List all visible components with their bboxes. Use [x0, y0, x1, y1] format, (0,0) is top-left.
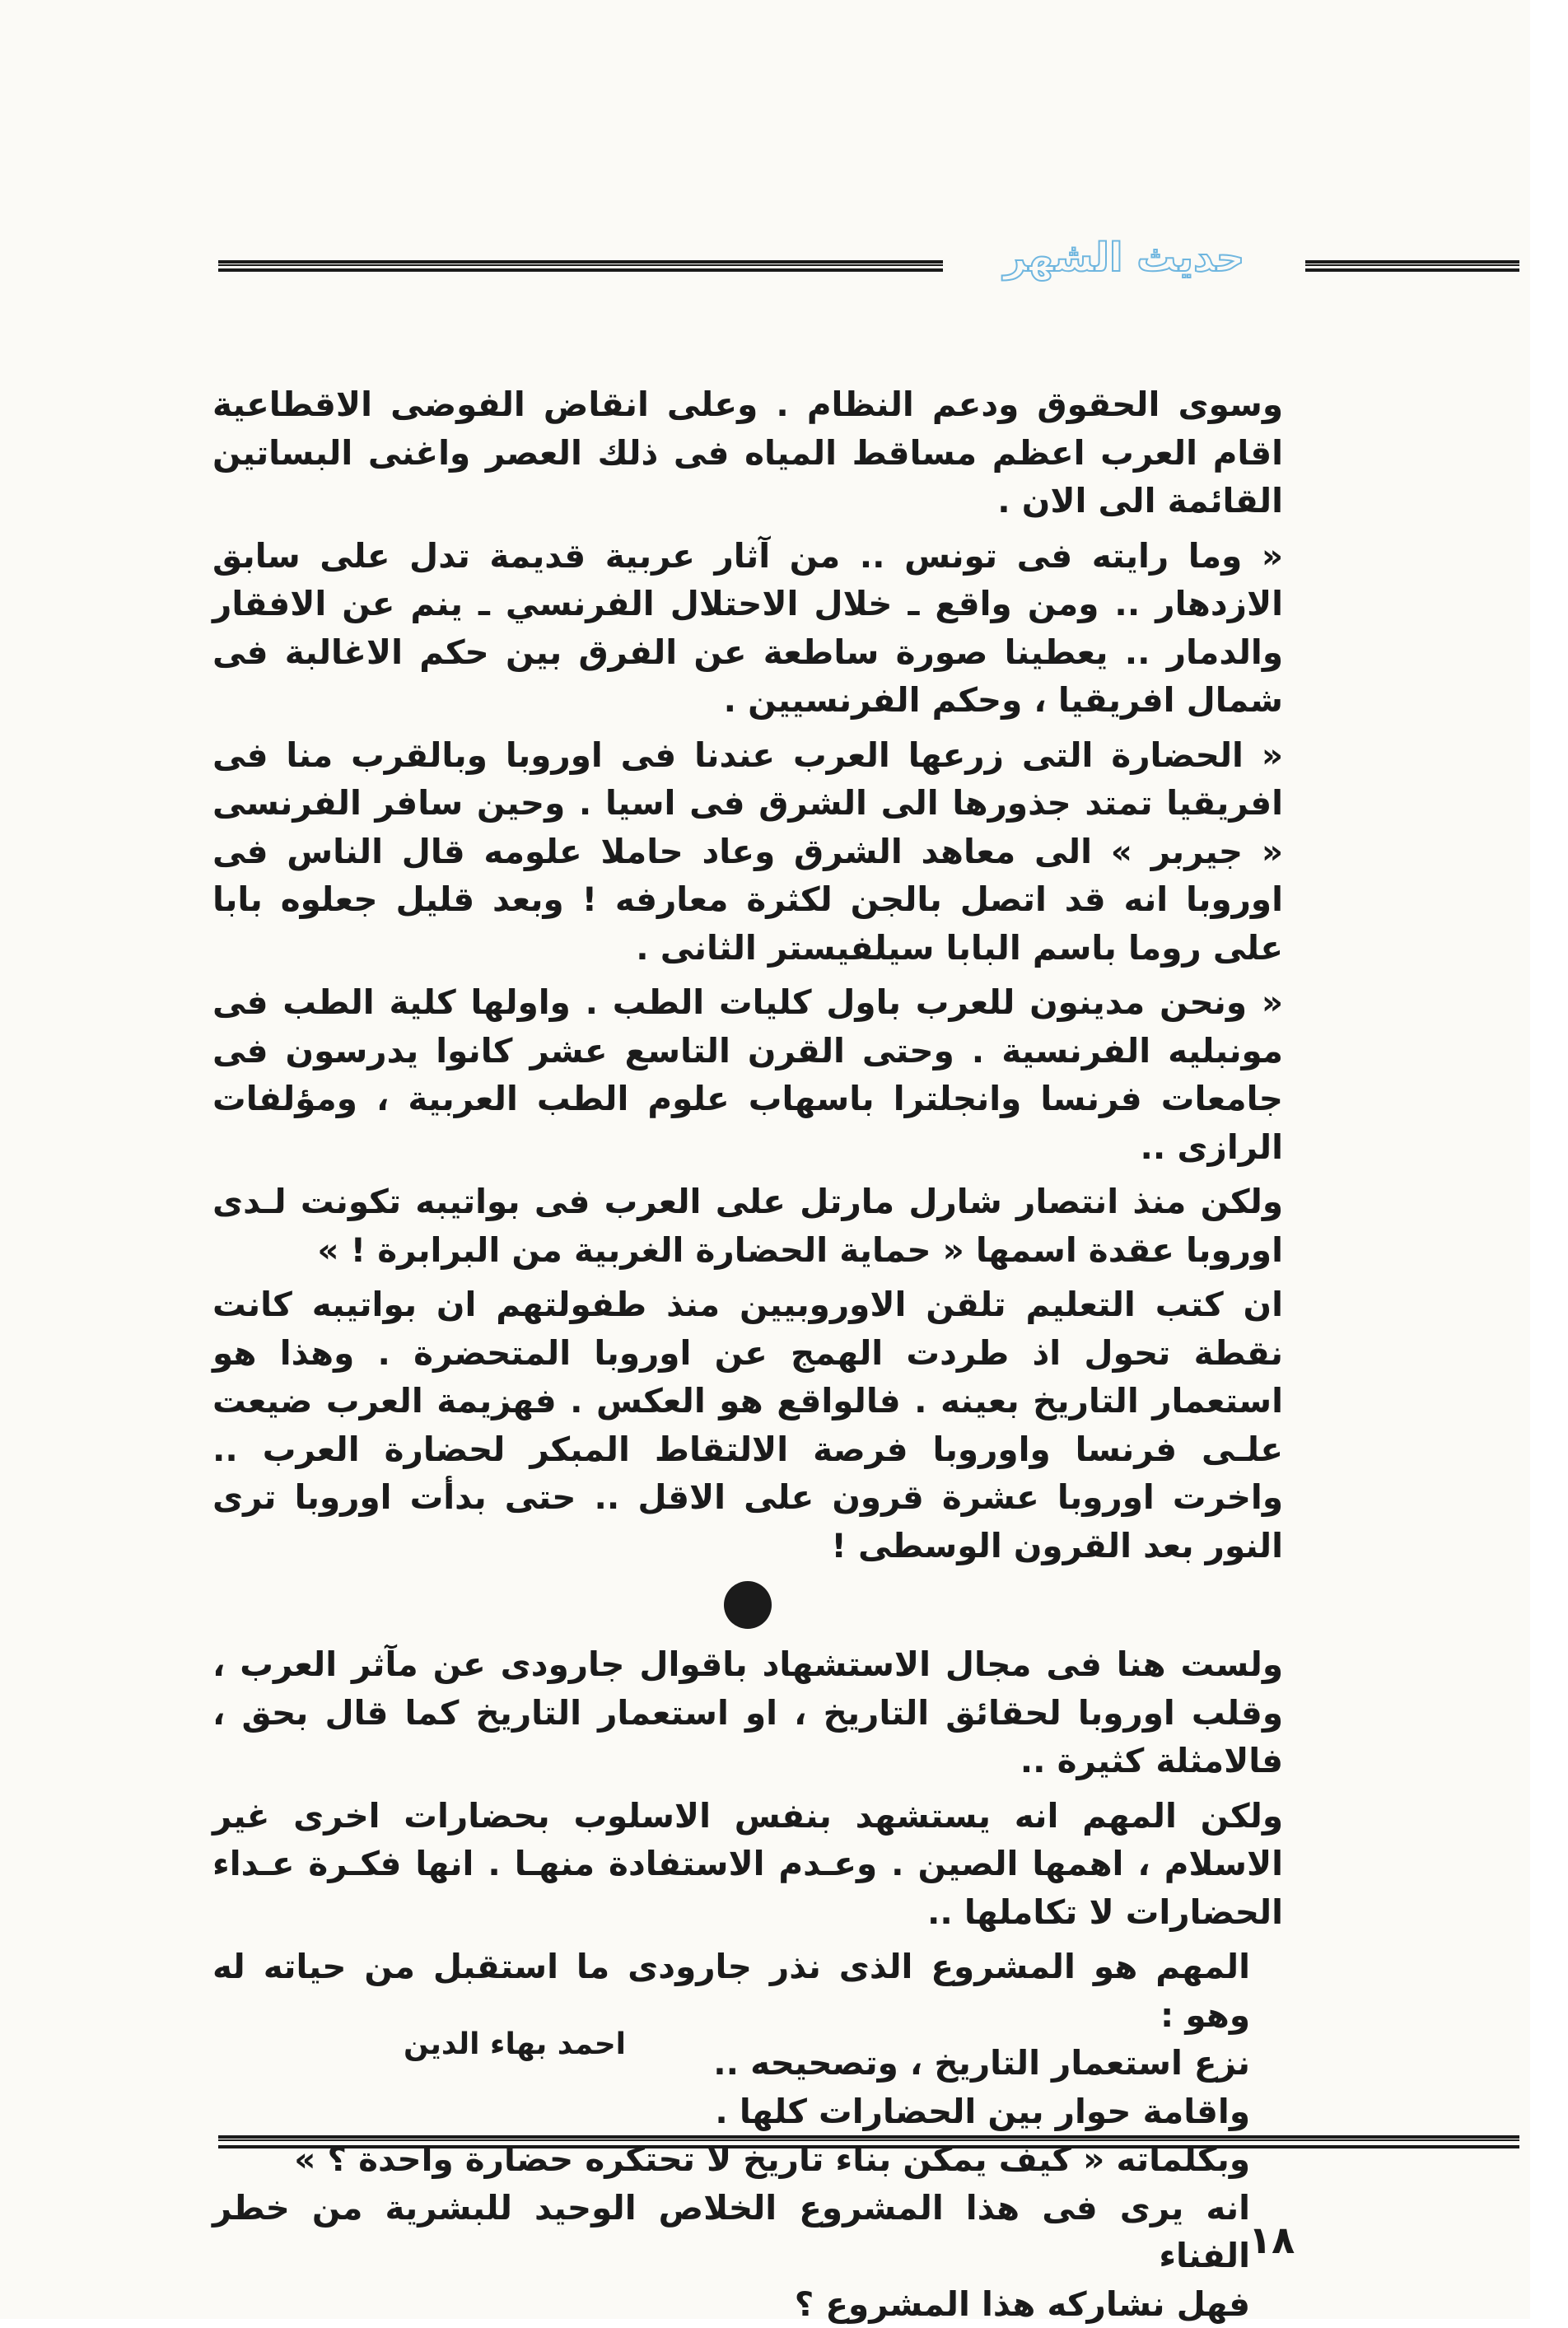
- article-paragraph: ان كتب التعليم تلقن الاوروبيين منذ طفولتهم ان بواتيبه كانت نقطة تحول اذ طردت الهمج عن اوروبا المتحضرة . وهذا هو استعمار التاريخ بعينه . فالواقع هو العكس . فهزيمة العرب ضيعت علـى فرنسا واوروبا فرصة الالتقاط المبكر لحضارة العرب .. واخرت اوروبا عشرة قرون على الاقل .. حتى بدأت اوروبا ترى النور بعد القرون الوسطى !: [212, 1281, 1283, 1570]
- list-item: وبكلماته « كيف يمكن بناء تاريخ لا تحتكره حضارة واحدة ؟ »: [212, 2135, 1283, 2184]
- list-item: نزع استعمار التاريخ ، وتصحيحه ..: [212, 2039, 1283, 2088]
- article-paragraph: « وما رايته فى تونس .. من آثار عربية قديمة تدل على سابق الازدهار .. ومن واقع ـ خلال الاحتلال الفرنسي ـ ينم عن الافقار والدمار .. يعطينا صورة ساطعة عن الفرق بين حكم الاغالبة فى شمال افريقيا ، وحكم الفرنسيين .: [212, 532, 1283, 725]
- page-number: ١٨: [1248, 2215, 1331, 2265]
- article-paragraph: « الحضارة التى زرعها العرب عندنا فى اوروبا وبالقرب منا فى افريقيا تمتد جذورها الى الشرق فى اسيا . وحين سافر الفرنسى « جيربر » الى معاهد الشرق وعاد حاملا علومه قال الناس فى اوروبا انه قد اتصل بالجن لكثرة معارفه ! وبعد قليل جعلوه بابا على روما باسم البابا سيلفيستر الثانى .: [212, 731, 1283, 973]
- list-item: انه يرى فى هذا المشروع الخلاص الوحيد للبشرية من خطر الفناء: [212, 2184, 1283, 2280]
- author-signature: احمد بهاء الدين: [362, 2022, 626, 2068]
- page-edge: [1530, 0, 1568, 2319]
- list-item: فهل نشاركه هذا المشروع ؟: [212, 2280, 1283, 2328]
- section-divider-dot: [724, 1581, 772, 1629]
- article-paragraph: ولست هنا فى مجال الاستشهاد باقوال جارودى عن مآثر العرب ، وقلب اوروبا لحقائق التاريخ ، او استعمار التاريخ كما قال بحق ، فالامثلة كثيرة ..: [212, 1640, 1283, 1785]
- masthead-logo: حديث الشهر: [954, 232, 1295, 283]
- article-paragraph: المهم هو المشروع الذى نذر جارودى ما استقبل من حياته له وهو :: [212, 1943, 1283, 2039]
- article-paragraph: ولكن منذ انتصار شارل مارتل على العرب فى بواتيبه تكونت لـدى اوروبا عقدة اسمها « حماية الحضارة الغربية من البرابرة ! »: [212, 1178, 1283, 1274]
- article-paragraph: ولكن المهم انه يستشهد بنفس الاسلوب بحضارات اخرى غير الاسلام ، اهمها الصين . وعـدم الاستفادة منهـا . انها فكـرة عـداء الحضارات لا تكاملها ..: [212, 1792, 1283, 1937]
- article-paragraph: وسوى الحقوق ودعم النظام . وعلى انقاض الفوضى الاقطاعية اقام العرب اعظم مساقط المياه فى ذلك العصر واغنى البساتين القائمة الى الان .: [212, 380, 1283, 525]
- footer-rule: [218, 2135, 1519, 2148]
- article-paragraph: « ونحن مدينون للعرب باول كليات الطب . واولها كلية الطب فى مونبليه الفرنسية . وحتى القرن التاسع عشر كانوا يدرسون فى جامعات فرنسا وانجلترا باسهاب علوم الطب العربية ، ومؤلفات الرازى ..: [212, 978, 1283, 1171]
- list-item: واقامة حوار بين الحضارات كلها .: [212, 2088, 1283, 2136]
- header-rule-right: [1305, 260, 1519, 272]
- header-rule-left: [218, 260, 943, 272]
